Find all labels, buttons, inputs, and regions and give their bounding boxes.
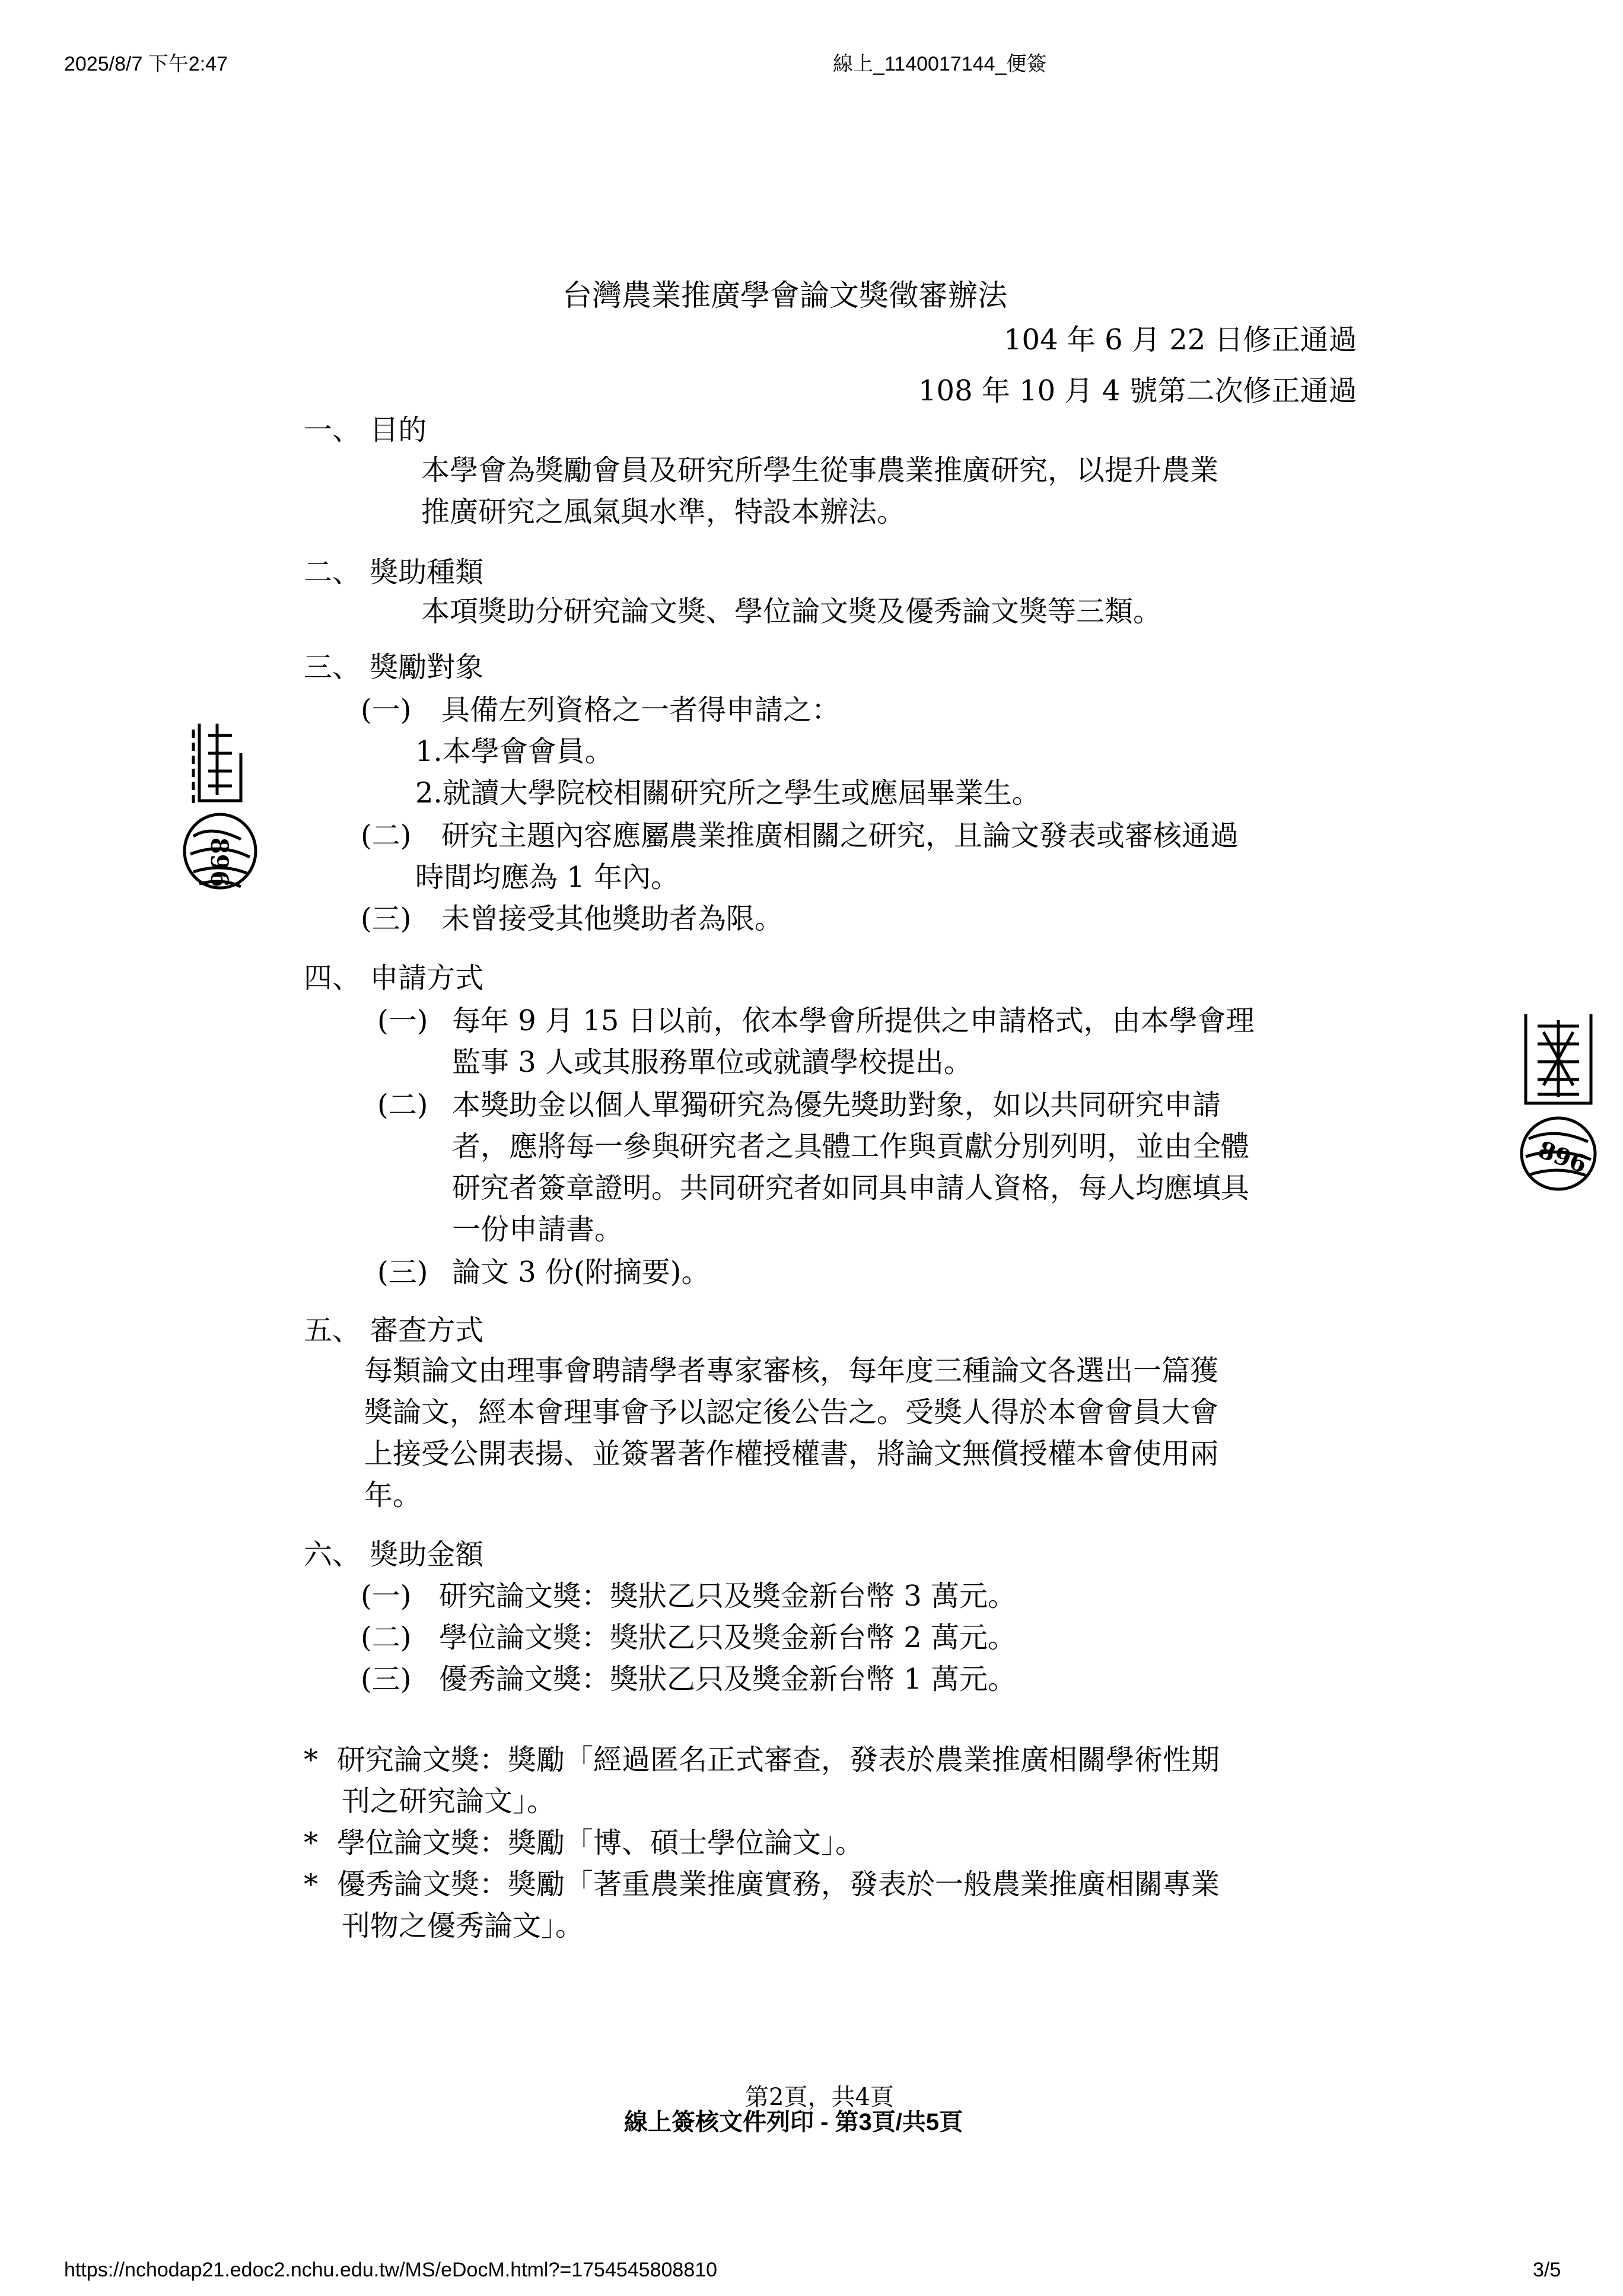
section-text-line: 上接受公開表揚、並簽署著作權授權書，將論文無償授權本會使用兩 (364, 1437, 1219, 1470)
item-text-line: 具備左列資格之一者得申請之： (441, 693, 841, 727)
note-text-line: 刊之研究論文」。 (342, 1785, 556, 1818)
note-text-line: 學位論文獎：獎勵「博、碩士學位論文」。 (337, 1826, 864, 1859)
item-text-line: 每年 9 月 15 日以前，依本學會所提供之申請格式，由本學會理 (452, 1004, 1255, 1037)
right-seal-stamp (1514, 1008, 1603, 1192)
section-heading-types: 二、 獎助種類 (304, 556, 484, 589)
section-text-line: 年。 (364, 1479, 422, 1512)
section-text-line: 獎論文，經本會理事會予以認定後公告之。受獎人得於本會會員大會 (364, 1396, 1219, 1429)
item-text-line: 研究論文獎：獎狀乙只及獎金新台幣 3 萬元。 (439, 1580, 1017, 1613)
item-text-line: 論文 3 份(附摘要)。 (452, 1256, 710, 1289)
section-heading-purpose: 一、 目的 (304, 413, 427, 447)
item-text-line: 未曾接受其他獎助者為限。 (441, 902, 784, 935)
item-text-line: 者，應將每一參與研究者之具體工作與貢獻分別列明，並由全體 (452, 1130, 1250, 1163)
section-text-line: 推廣研究之風氣與水準，特設本辦法。 (421, 495, 906, 528)
section-heading-review: 五、 審查方式 (304, 1314, 484, 1347)
item-label: (一) (361, 1580, 412, 1613)
print-footer-label: 線上簽核文件列印 - 第3頁/共5頁 (624, 2109, 963, 2135)
item-text-line: 2.就讀大學院校相關研究所之學生或應屆畢業生。 (415, 776, 1040, 810)
item-text-line: 研究者簽章證明。共同研究者如同具申請人資格，每人均應填具 (452, 1171, 1250, 1205)
item-label: (二) (361, 1621, 412, 1654)
item-label: (二) (377, 1088, 428, 1122)
section-heading-eligibility: 三、 獎勵對象 (304, 651, 484, 684)
item-text-line: 時間均應為 1 年內。 (415, 861, 680, 894)
section-text-line: 每類論文由理事會聘請學者專家審核，每年度三種論文各選出一篇獲 (364, 1354, 1219, 1387)
note-text-line: 研究論文獎：獎勵「經過匿名正式審查，發表於農業推廣相關學術性期 (337, 1743, 1220, 1776)
note-mark: * (304, 1826, 318, 1859)
svg-text:896: 896 (205, 837, 233, 887)
print-page-count: 3/5 (1533, 2259, 1561, 2281)
document-title: 台灣農業推廣學會論文獎徵審辦法 (562, 278, 1007, 313)
print-url: https://nchodap21.edoc2.nchu.edu.tw/MS/eDocM.html?=1754545808810 (64, 2259, 718, 2281)
left-seal-stamp (176, 718, 265, 896)
note-text-line: 優秀論文獎：獎勵「著重農業推廣實務，發表於一般農業推廣相關專業 (337, 1868, 1220, 1901)
note-mark: * (304, 1743, 318, 1776)
section-heading-amount: 六、 獎助金額 (304, 1538, 484, 1571)
item-label: (三) (361, 1663, 412, 1696)
section-text-line: 本項獎助分研究論文獎、學位論文獎及優秀論文獎等三類。 (421, 595, 1162, 628)
item-text-line: 優秀論文獎：獎狀乙只及獎金新台幣 1 萬元。 (439, 1663, 1017, 1696)
item-text-line: 研究主題內容應屬農業推廣相關之研究，且論文發表或審核通過 (441, 819, 1239, 852)
item-text-line: 學位論文獎：獎狀乙只及獎金新台幣 2 萬元。 (439, 1621, 1017, 1654)
item-text-line: 一份申請書。 (452, 1213, 623, 1246)
print-page-title: 線上_1140017144_便簽 (833, 53, 1047, 75)
revision-date-2: 108 年 10 月 4 號第二次修正通過 (918, 374, 1357, 407)
item-text-line: 本獎助金以個人單獨研究為優先獎助對象，如以共同研究申請 (452, 1088, 1221, 1122)
svg-text:896: 896 (1534, 1135, 1591, 1179)
section-heading-application: 四、 申請方式 (304, 961, 484, 995)
item-label: (一) (361, 693, 412, 727)
section-text-line: 本學會為獎勵會員及研究所學生從事農業推廣研究，以提升農業 (421, 454, 1219, 487)
item-label: (三) (361, 902, 412, 935)
item-label: (二) (361, 819, 412, 852)
revision-date-1: 104 年 6 月 22 日修正通過 (1004, 323, 1357, 356)
item-text-line: 監事 3 人或其服務單位或就讀學校提出。 (452, 1046, 973, 1079)
item-label: (三) (377, 1256, 428, 1289)
print-datetime: 2025/8/7 下午2:47 (64, 53, 228, 75)
note-mark: * (304, 1868, 318, 1901)
note-text-line: 刊物之優秀論文」。 (342, 1909, 584, 1942)
item-label: (一) (377, 1004, 428, 1037)
item-text-line: 1.本學會會員。 (415, 735, 613, 768)
document-page-number: 第2頁，共4頁 (745, 2084, 894, 2111)
